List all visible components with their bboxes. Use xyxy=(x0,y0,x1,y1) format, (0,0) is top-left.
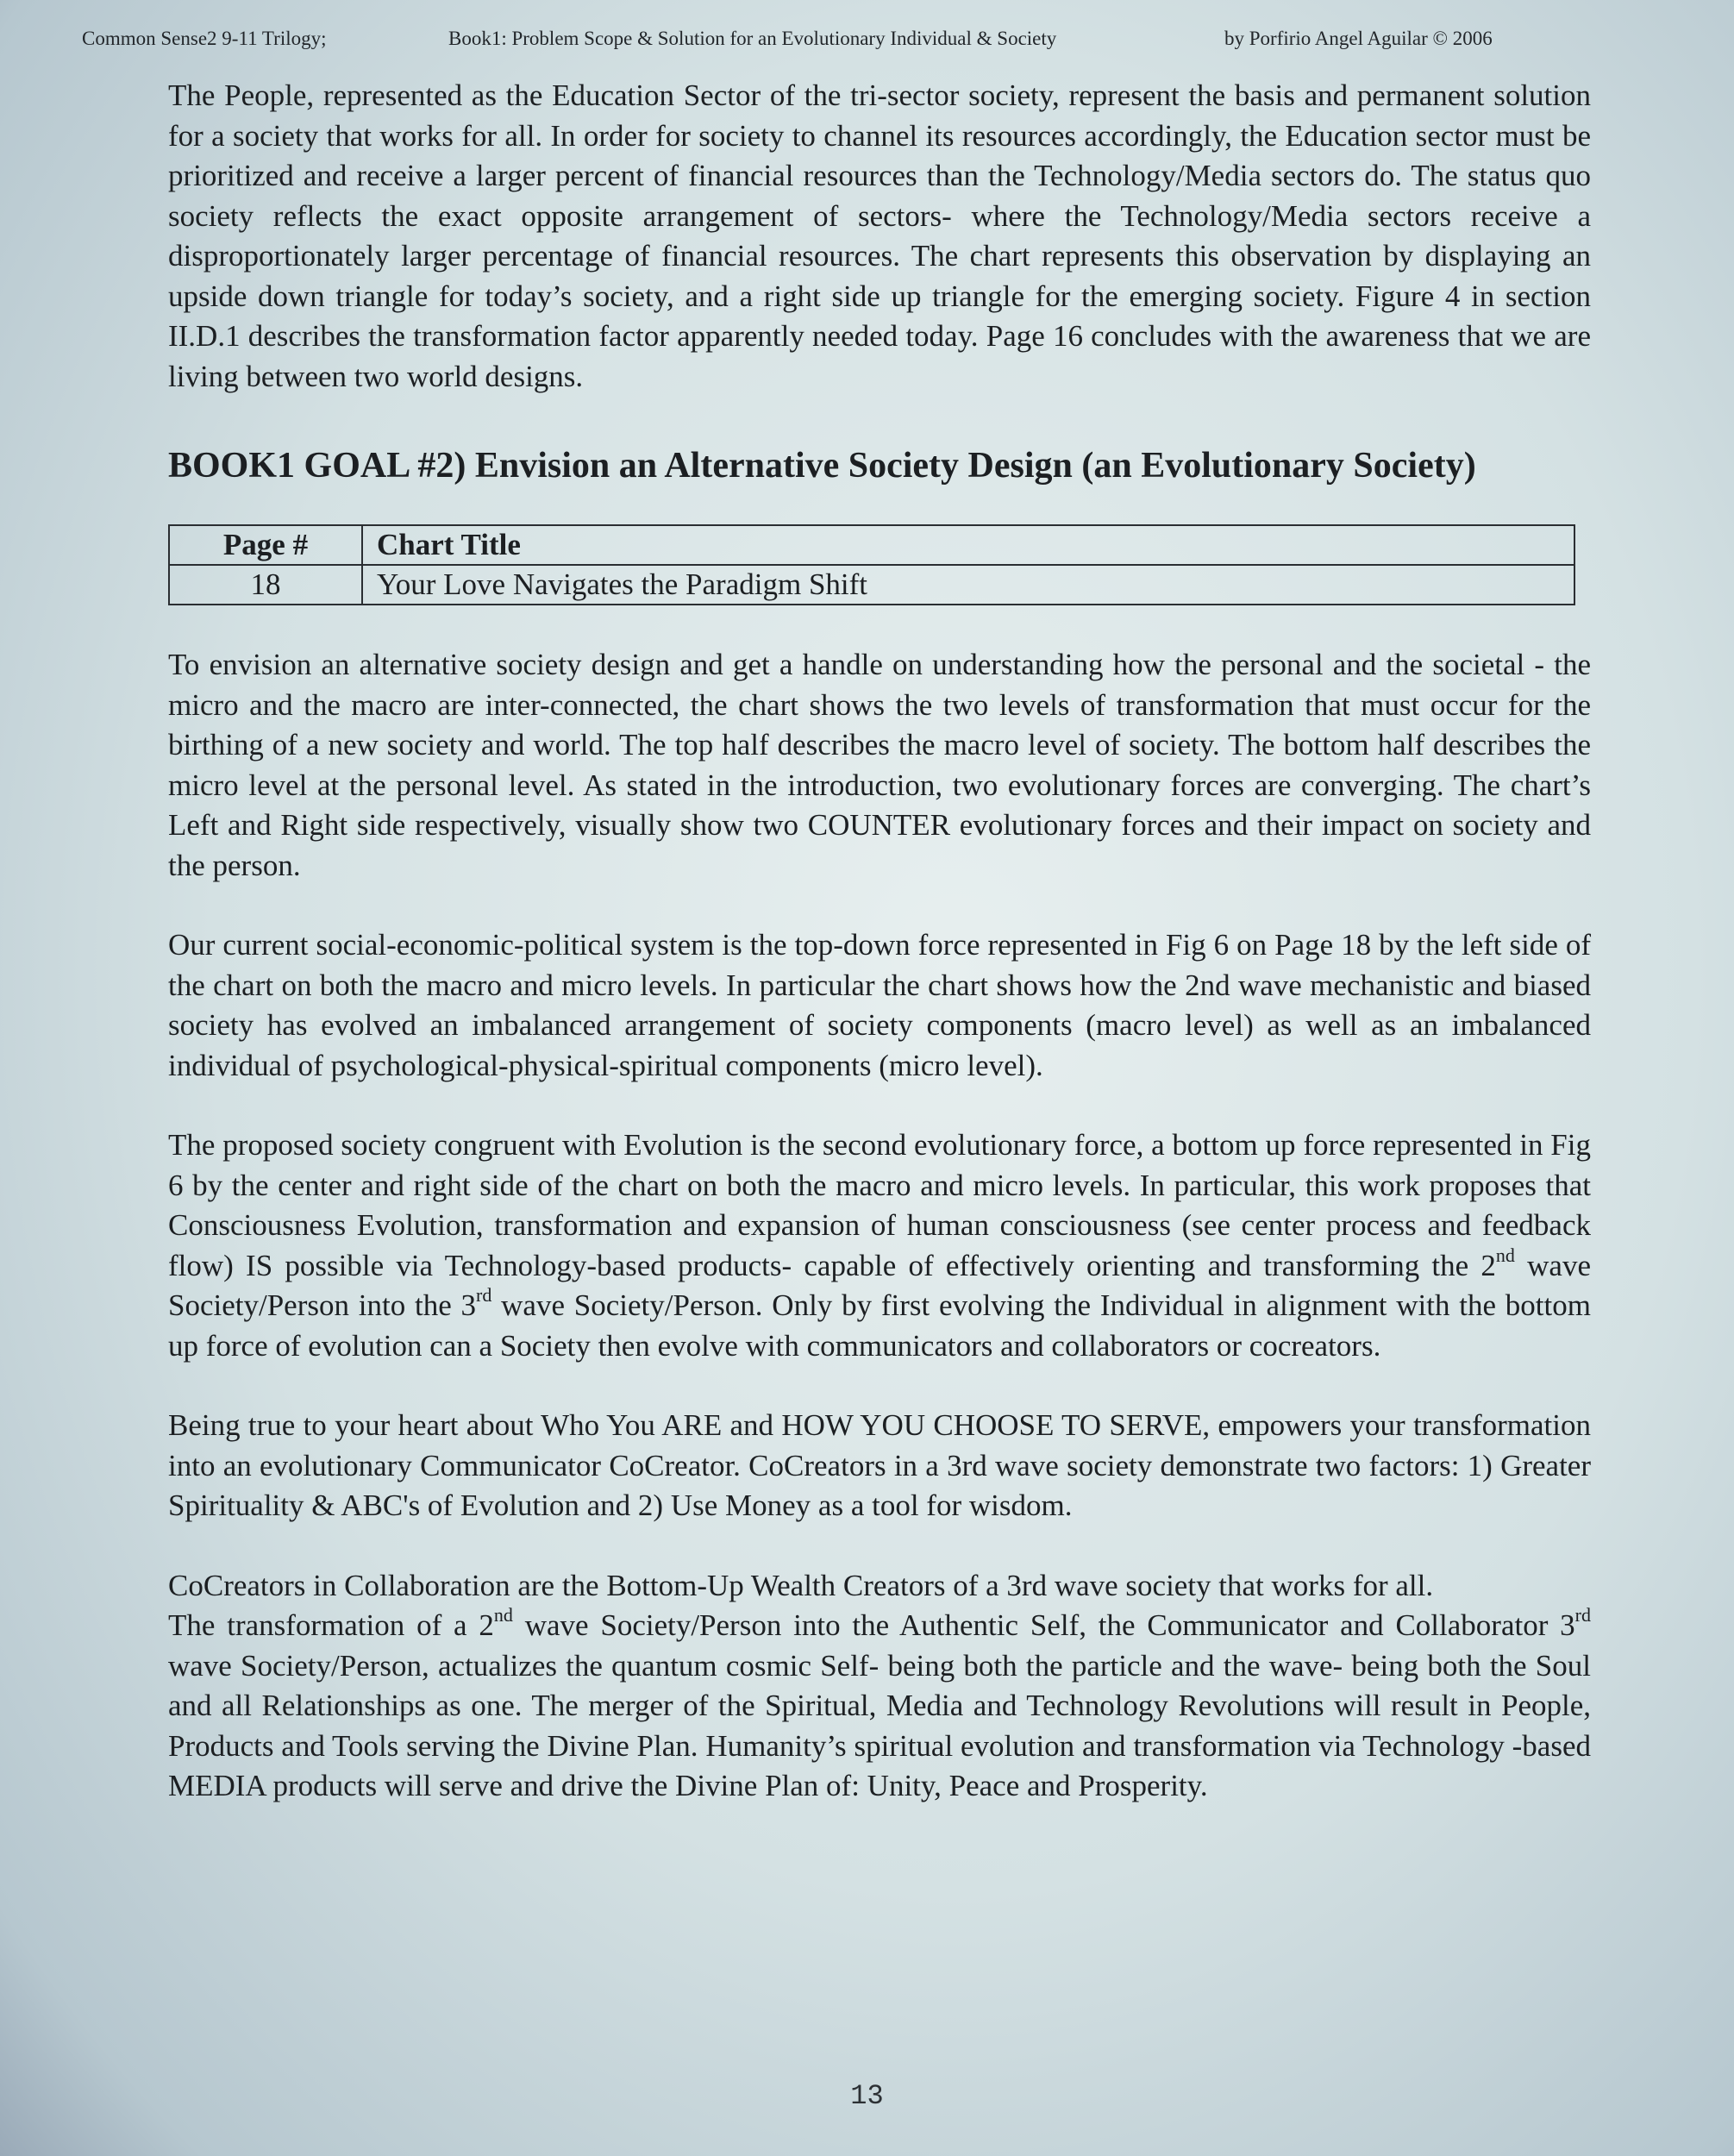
running-header xyxy=(82,28,1652,62)
cell-chart-title: Your Love Navigates the Paradigm Shift xyxy=(362,565,1574,605)
superscript-nd: nd xyxy=(493,1604,513,1626)
cell-page-number: 18 xyxy=(169,565,362,605)
superscript-rd: rd xyxy=(1574,1604,1591,1626)
proposed-text-3: wave Society/Person. Only by first evolving the Individual in alignment with the bottom up force of evolution can a Society then evolve with communicators and collaborators or cocreators. xyxy=(168,1288,1591,1363)
cocreators-text-1: The transformation of a 2 xyxy=(168,1608,494,1642)
chart-reference-table xyxy=(168,524,1575,605)
cocreators-text-2: wave Society/Person into the Authentic Self, the Communicator and Collaborator 3 xyxy=(512,1608,1575,1642)
table-header-row xyxy=(169,525,1574,565)
heart-paragraph: Being true to your heart about Who You ARE and HOW YOU CHOOSE TO SERVE, empowers your transformation into an evolutionary Communicator CoCreator. CoCreators in a 3rd wave society demonstrate two factors: 1) Greater Spirituality & ABC's of Evolution and 2) Use Money as a tool for wisdom. xyxy=(168,1408,1591,1522)
superscript-nd: nd xyxy=(1495,1244,1515,1266)
proposed-society-paragraph xyxy=(168,1125,1591,1366)
proposed-text-1: The proposed society congruent with Evolution is the second evolutionary force, a bottom up force represented in Fig 6 by the center and right side of the chart on both the macro and micro levels. In particular, this work proposes that Consciousness Evolution, transformation and expansion of human consciousness (see center process and feedback flow) IS possible via Technology-based products- capable of effectively orienting and transforming the 2 xyxy=(168,1128,1591,1282)
envision-paragraph: To envision an alternative society design and get a handle on understanding how the personal and the societal - the micro and the macro are inter-connected, the chart shows the two levels of transformation that must occur for the birthing of a new society and world. The top half describes the macro level of society. The bottom half describes the micro level at the personal level. As stated in the introduction, two evolutionary forces are converging. The chart’s Left and Right side respectively, visually show two COUNTER evolutionary forces and their impact on society and the person. xyxy=(168,648,1591,882)
page-body xyxy=(168,76,1591,1807)
header-author-copyright: by Porfirio Angel Aguilar © 2006 xyxy=(1224,28,1493,49)
table-row xyxy=(169,565,1574,605)
page-number: 13 xyxy=(850,2080,884,2112)
header-book-title: Book1: Problem Scope & Solution for an Evolutionary Individual & Society xyxy=(448,28,1057,49)
proposed-text-2: wave Society/Person into the 3 xyxy=(168,1248,1591,1322)
current-system-paragraph: Our current social-economic-political system is the top-down force represented in Fig 6 on Page 18 by the left side of the chart on both the macro and micro levels. In particular the chart shows how the 2nd wave mechanistic and biased society has evolved an imbalanced arrangement of society components (macro level) as well as an imbalanced individual of psychological-physical-spiritual components (micro level). xyxy=(168,928,1591,1082)
intro-paragraph: The People, represented as the Education Sector of the tri-sector society, represent the basis and permanent solution for a society that works for all. In order for society to channel its resources accordingly, the Education sector must be prioritized and receive a larger percent of financial resources than the Technology/Media sectors do. The status quo society reflects the exact opposite arrangement of sectors- where the Technology/Media sectors receive a disproportionately larger percentage of financial resources. The chart represents this observation by displaying an upside down triangle for today’s society, and a right side up triangle for the emerging society. Figure 4 in section II.D.1 describes the transformation factor apparently needed today. Page 16 concludes with the awareness that we are living between two world designs. xyxy=(168,78,1591,393)
cocreators-text-3: wave Society/Person, actualizes the quantum cosmic Self- being both the particle and the wave- being both the Soul and all Relationships as one. The merger of the Spiritual, Media and Technology Revolutions will result in People, Products and Tools serving the Divine Plan. Humanity’s spiritual evolution and transformation via Technology -based MEDIA products will serve and drive the Divine Plan of: Unity, Peace and Prosperity. xyxy=(168,1648,1591,1802)
goal-heading: BOOK1 GOAL #2) Envision an Alternative Society Design (an Evolutionary Society) xyxy=(168,446,1476,486)
header-series-title: Common Sense2 9-11 Trilogy; xyxy=(82,28,327,49)
column-header-chart-title: Chart Title xyxy=(362,525,1574,565)
column-header-page: Page # xyxy=(169,525,362,565)
superscript-rd: rd xyxy=(476,1284,492,1306)
cocreators-first-line: CoCreators in Collaboration are the Bottom-Up Wealth Creators of a 3rd wave society that works for all. xyxy=(168,1568,1434,1602)
cocreators-paragraph xyxy=(168,1566,1591,1807)
